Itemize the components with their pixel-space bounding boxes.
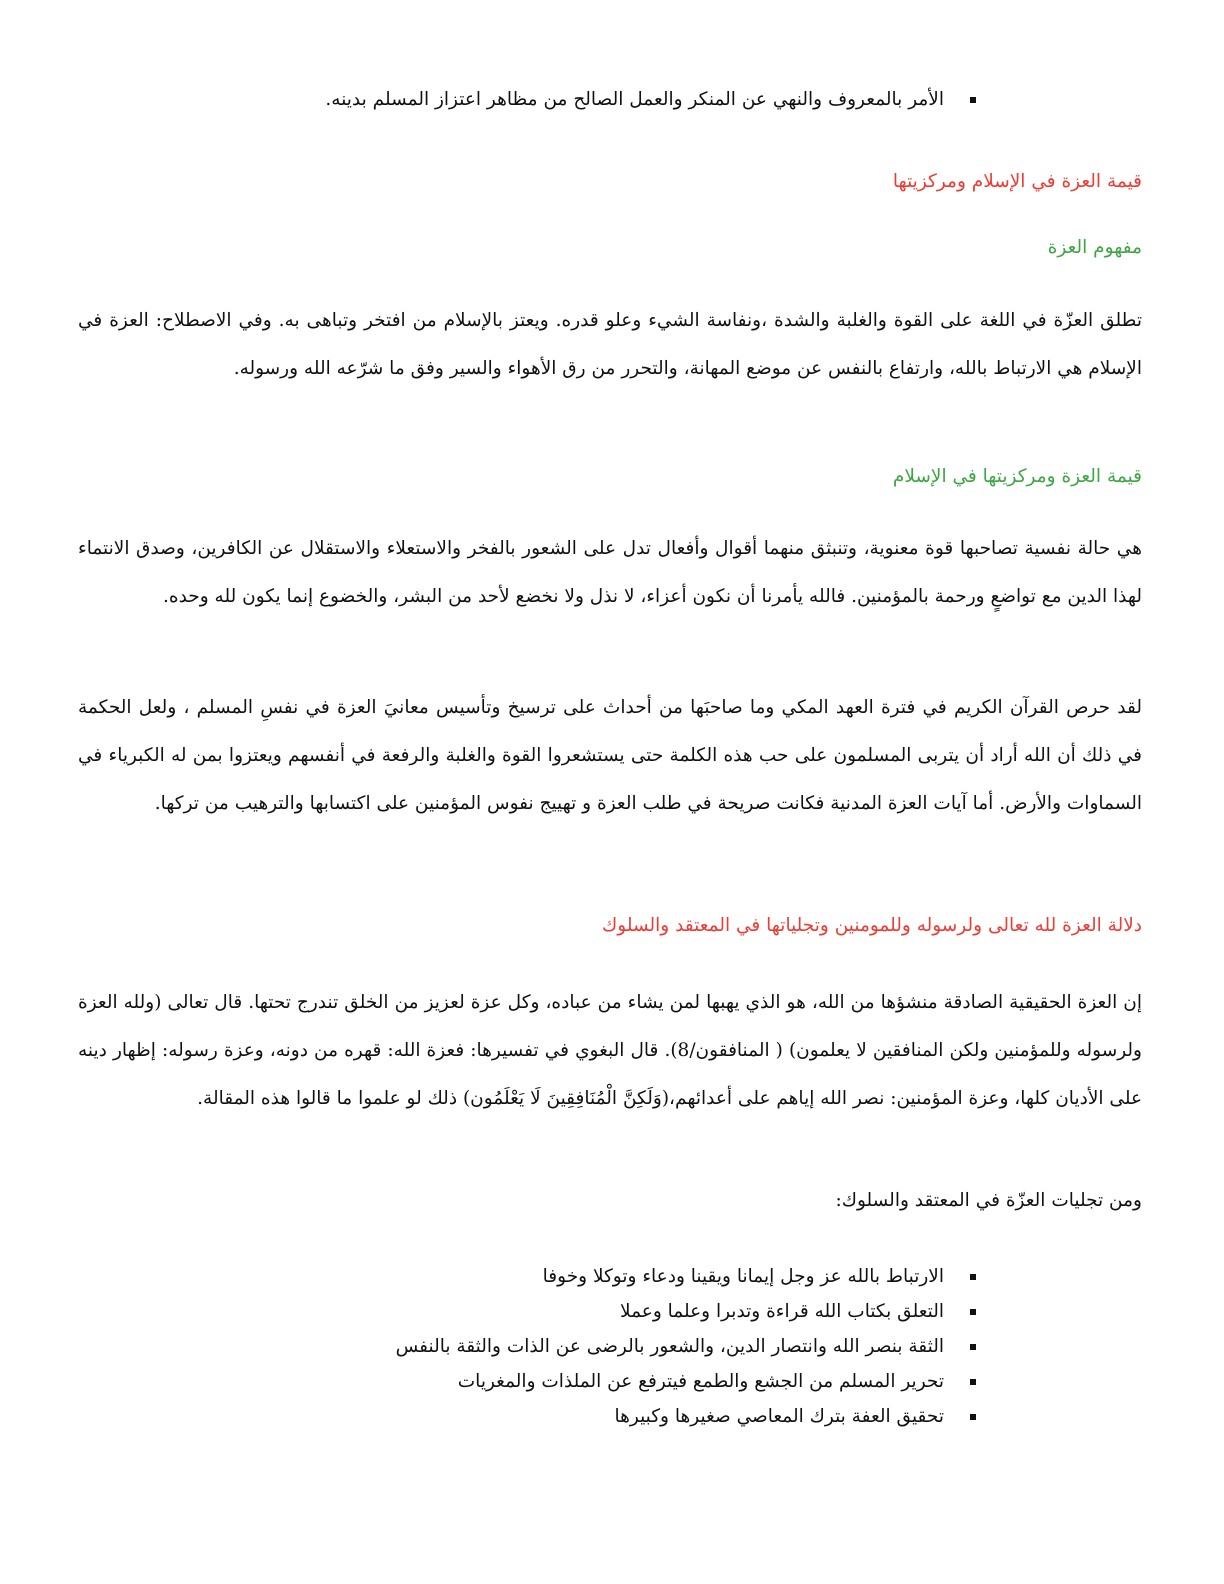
paragraph-true-izzah: إن العزة الحقيقية الصادقة منشؤها من الله، هو الذي يهبها لمن يشاء من عباده، وكل عزة لعزيز من الخلق تندرج تحتها. قال تعالى (ولله العزة ولرسوله وللمؤمنين ولكن المنافقين لا يعلمون) ( المنافقون/8). قال البغوي في تفسيرها: فعزة الله: قهره من دونه، وعزة رسوله: إظهار دينه على الأديان كلها، وعزة المؤمنين: نصر الله إياهم على أعدائهم،(وَلَكِنَّ الْمُنَافِقِينَ لَا يَعْلَمُون) ذلك لو علموا ما قالوا هذه المقالة. — [78, 992, 1142, 1109]
section-heading-meaning-of-izzah: دلالة العزة لله تعالى ولرسوله وللمومنين وتجلياتها في المعتقد والسلوك — [602, 915, 1142, 936]
square-bullet-icon — [970, 1379, 976, 1385]
manifestations-list — [78, 1259, 1142, 1434]
square-bullet-icon — [970, 1344, 976, 1350]
paragraph-definition: تطلق العزّة في اللغة على القوة والغلبة والشدة ،ونفاسة الشيء وعلو قدره. ويعتز بالإسلام من افتخر وتباهى به. وفي الاصطلاح: العزة في الإسلام هي الارتباط بالله، وارتفاع بالنفس عن موضع المهانة، والتحرر من رق الأهواء والسير وفق ما شرّعه الله ورسوله. — [78, 310, 1142, 379]
subheading-value-and-centrality: قيمة العزة ومركزيتها في الإسلام — [892, 466, 1142, 487]
list-item-text: التعلق بكتاب الله قراءة وتدبرا وعلما وعملا — [620, 1301, 944, 1322]
subheading-concept-of-izzah: مفهوم العزة — [1047, 237, 1142, 258]
list-item — [78, 82, 1142, 117]
square-bullet-icon — [970, 1414, 976, 1420]
top-bullet-list — [78, 82, 1142, 117]
list-item — [78, 1364, 1142, 1399]
paragraph-psychological-state: هي حالة نفسية تصاحبها قوة معنوية، وتنبثق منهما أقوال وأفعال تدل على الشعور بالفخر والاستعلاء والاستقلال عن الكافرين، وصدق الانتماء لهذا الدين مع تواضعٍ ورحمة بالمؤمنين. فالله يأمرنا أن نكون أعزاء، لا نذل ولا نخضع لأحد من البشر، والخضوع إنما يكون لله وحده. — [78, 538, 1142, 607]
list-item-text: الثقة بنصر الله وانتصار الدين، والشعور بالرضى عن الذات والثقة بالنفس — [395, 1336, 944, 1357]
section-heading-value-of-izzah: قيمة العزة في الإسلام ومركزيتها — [892, 171, 1142, 192]
square-bullet-icon — [970, 97, 976, 103]
list-item — [78, 1294, 1142, 1329]
list-item-text: الأمر بالمعروف والنهي عن المنكر والعمل الصالح من مظاهر اعتزاز المسلم بدينه. — [325, 89, 944, 110]
paragraph-quran-meccan-era: لقد حرص القرآن الكريم في فترة العهد المكي وما صاحبَها من أحداث على ترسيخ وتأسيس معانيَ العزة في نفسِ المسلم ، ولعل الحكمة في ذلك أن الله أراد أن يتربى المسلمون على حب هذه الكلمة حتى يستشعروا القوة والغلبة والرفعة في أنفسهم ويعتزوا بمن له الكبرياء في السماوات والأرض. أما آيات العزة المدنية فكانت صريحة في طلب العزة و تهييج نفوس المؤمنين على اكتسابها والترهيب من تركها. — [78, 697, 1142, 814]
list-item — [78, 1259, 1142, 1294]
list-item — [78, 1399, 1142, 1434]
document-page — [78, 0, 1142, 1584]
square-bullet-icon — [970, 1309, 976, 1315]
list-item-text: الارتباط بالله عز وجل إيمانا ويقينا ودعاء وتوكلا وخوفا — [542, 1266, 944, 1287]
square-bullet-icon — [970, 1274, 976, 1280]
list-item — [78, 1329, 1142, 1364]
list-item-text: تحرير المسلم من الجشع والطمع فيترفع عن الملذات والمغريات — [457, 1371, 944, 1392]
list-item-text: تحقيق العفة بترك المعاصي صغيرها وكبيرها — [614, 1406, 944, 1427]
manifestations-intro: ومن تجليات العزّة في المعتقد والسلوك: — [835, 1190, 1142, 1211]
